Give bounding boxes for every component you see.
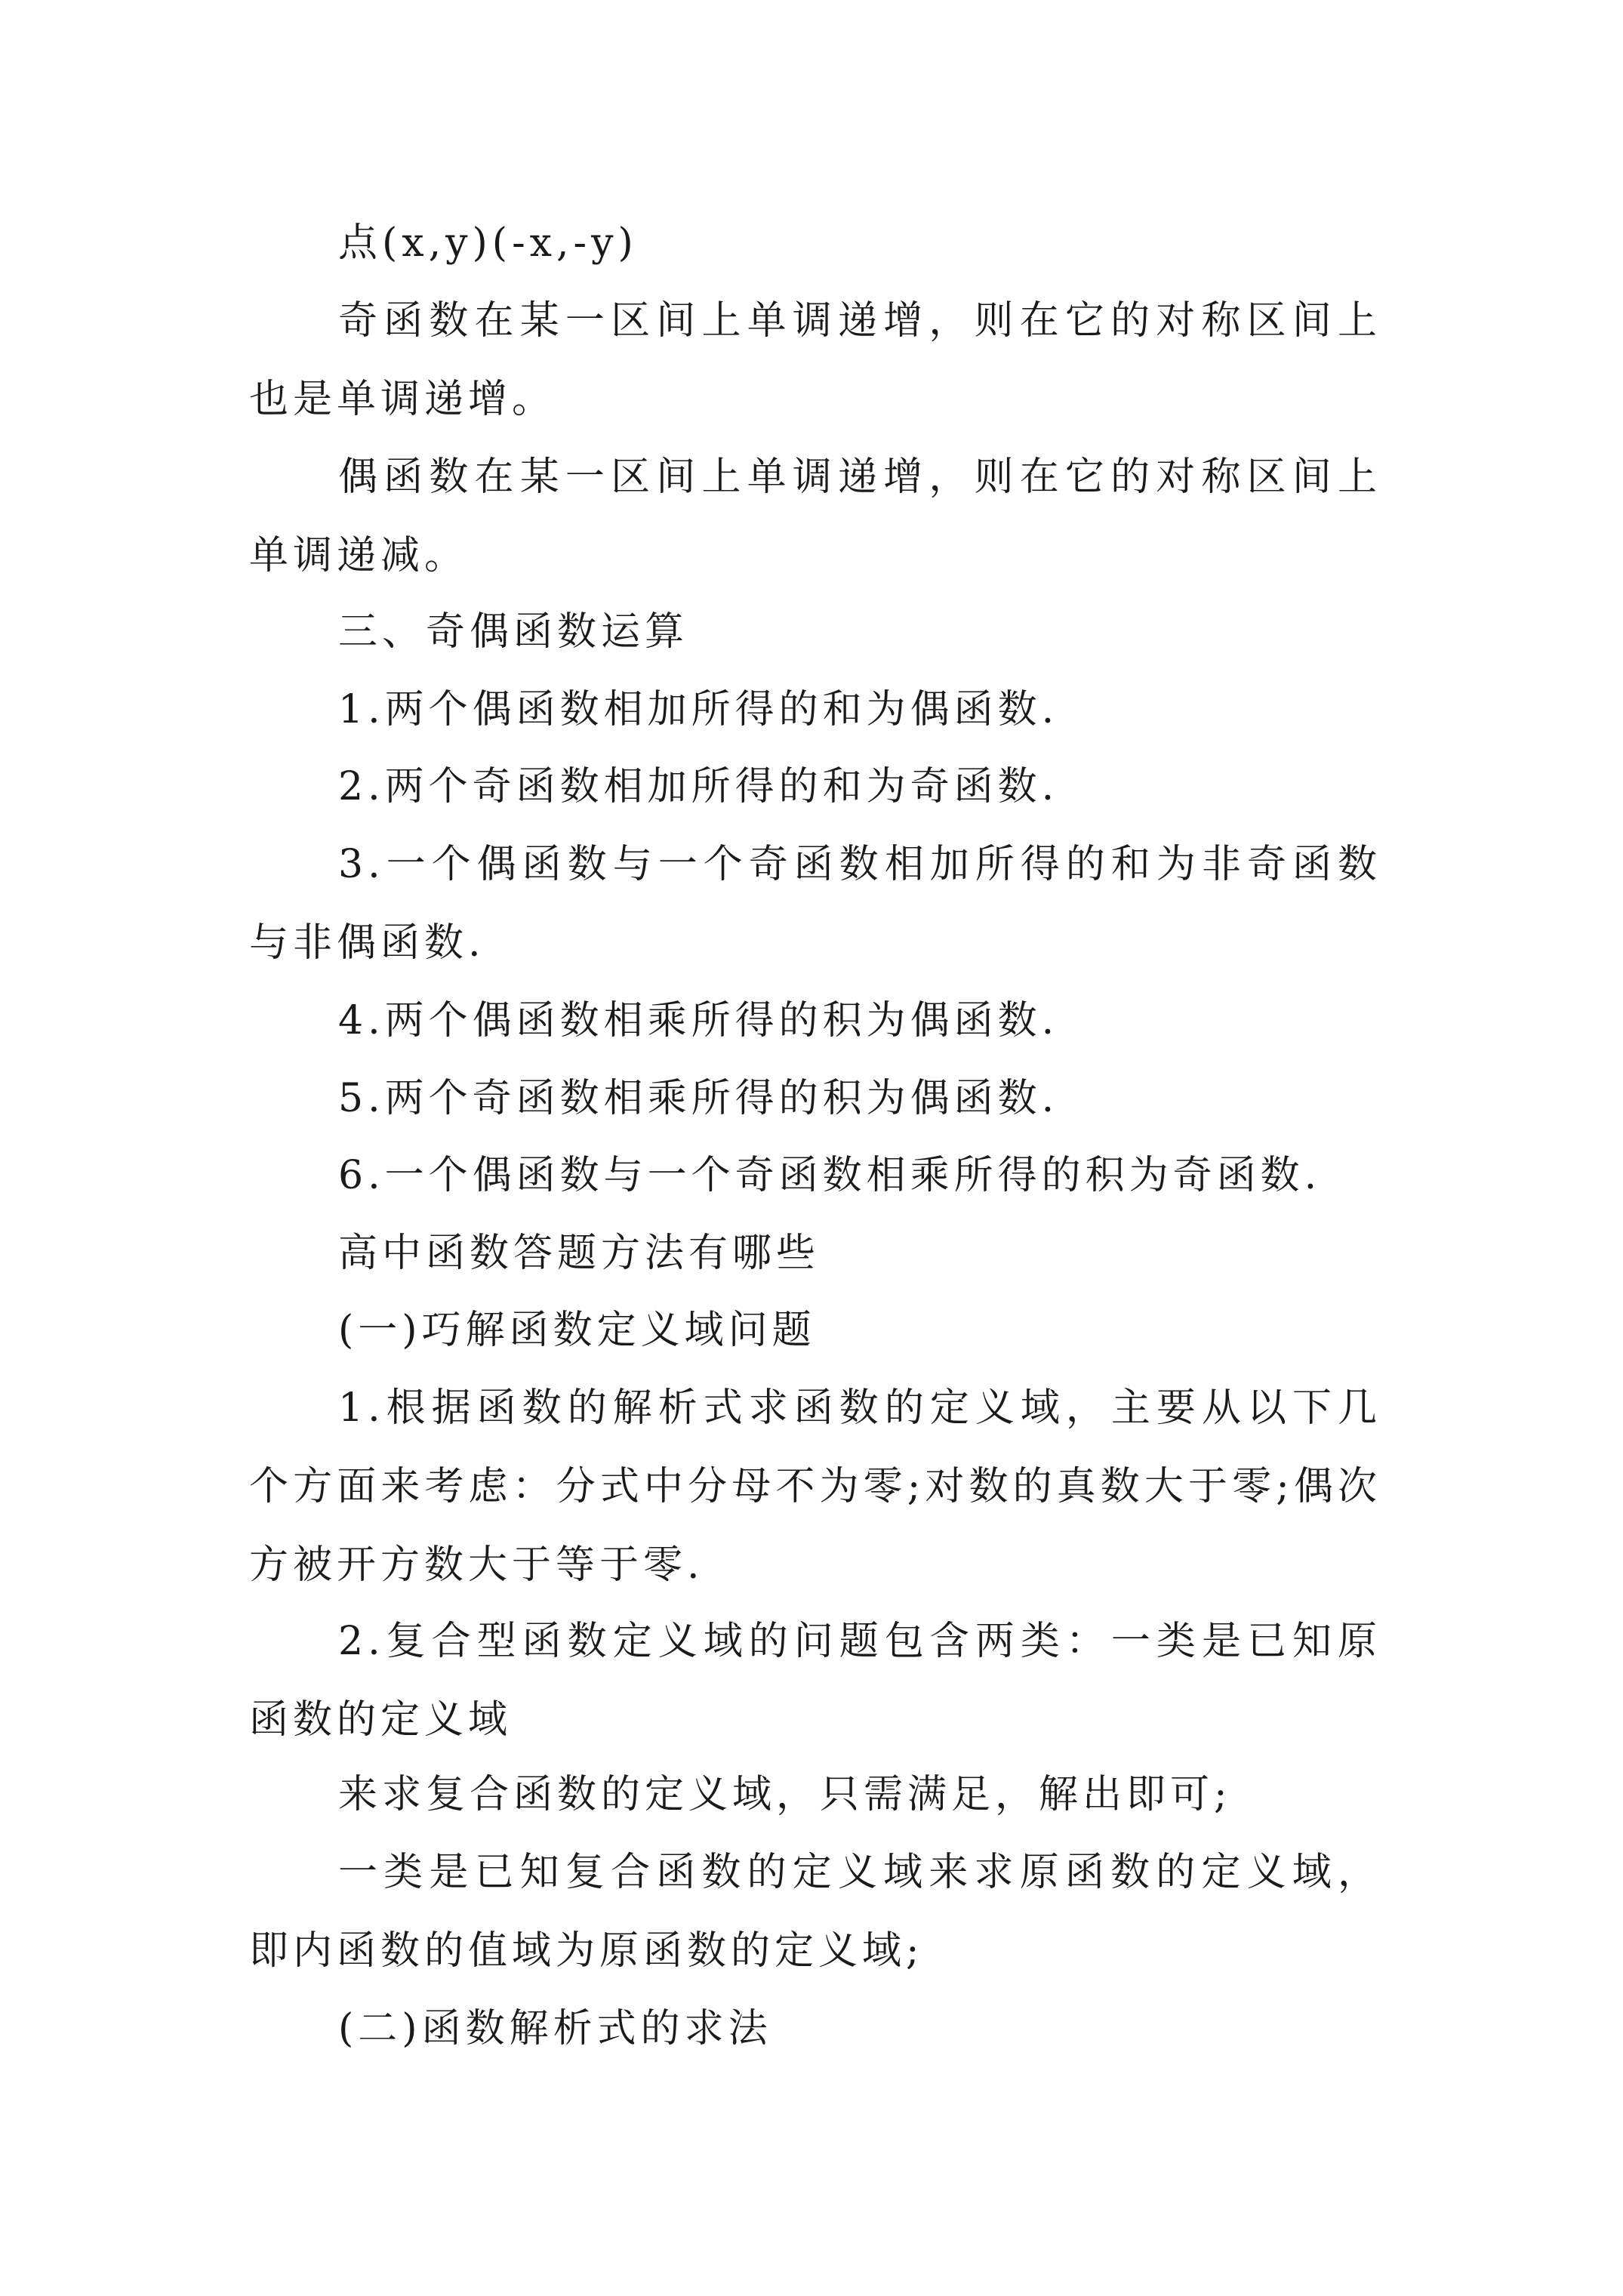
rule-item-2: 2.两个奇函数相加所得的和为奇函数. <box>338 764 1059 809</box>
section-heading-operations: 三、奇偶函数运算 <box>338 609 689 655</box>
rule-item-5: 5.两个奇函数相乘所得的积为偶函数. <box>338 1076 1059 1121</box>
paragraph-domain-method-2: 2.复合型函数定义域的问题包含两类：一类是已知原函数的定义域 <box>249 1619 1381 1743</box>
rule-item-6: 6.一个偶函数与一个奇函数相乘所得的积为奇函数. <box>338 1153 1322 1198</box>
paragraph-point-symmetry: 点(x,y)(-x,-y) <box>338 220 638 266</box>
paragraph-original-domain: 一类是已知复合函数的定义域来求原函数的定义域，即内函数的值域为原函数的定义域; <box>249 1850 1381 1974</box>
section-heading-methods: 高中函数答题方法有哪些 <box>338 1231 821 1276</box>
paragraph-odd-function-monotonic: 奇函数在某一区间上单调递增，则在它的对称区间上也是单调递增。 <box>249 298 1381 422</box>
rule-item-3: 3.一个偶函数与一个奇函数相加所得的和为非奇函数与非偶函数. <box>249 842 1381 966</box>
paragraph-domain-method-1: 1.根据函数的解析式求函数的定义域，主要从以下几个方面来考虑：分式中分母不为零;对数的真数大于零;偶次方被开方数大于等于零. <box>249 1385 1381 1588</box>
rule-item-1: 1.两个偶函数相加所得的和为偶函数. <box>338 687 1059 732</box>
rule-item-4: 4.两个偶函数相乘所得的积为偶函数. <box>338 998 1059 1043</box>
paragraph-composite-domain: 来求复合函数的定义域，只需满足，解出即可; <box>338 1772 1232 1817</box>
subheading-analytic-expression: (二)函数解析式的求法 <box>338 2006 772 2051</box>
subheading-domain-problems: (一)巧解函数定义域问题 <box>338 1308 816 1353</box>
paragraph-even-function-monotonic: 偶函数在某一区间上单调递增，则在它的对称区间上单调递减。 <box>249 455 1381 578</box>
